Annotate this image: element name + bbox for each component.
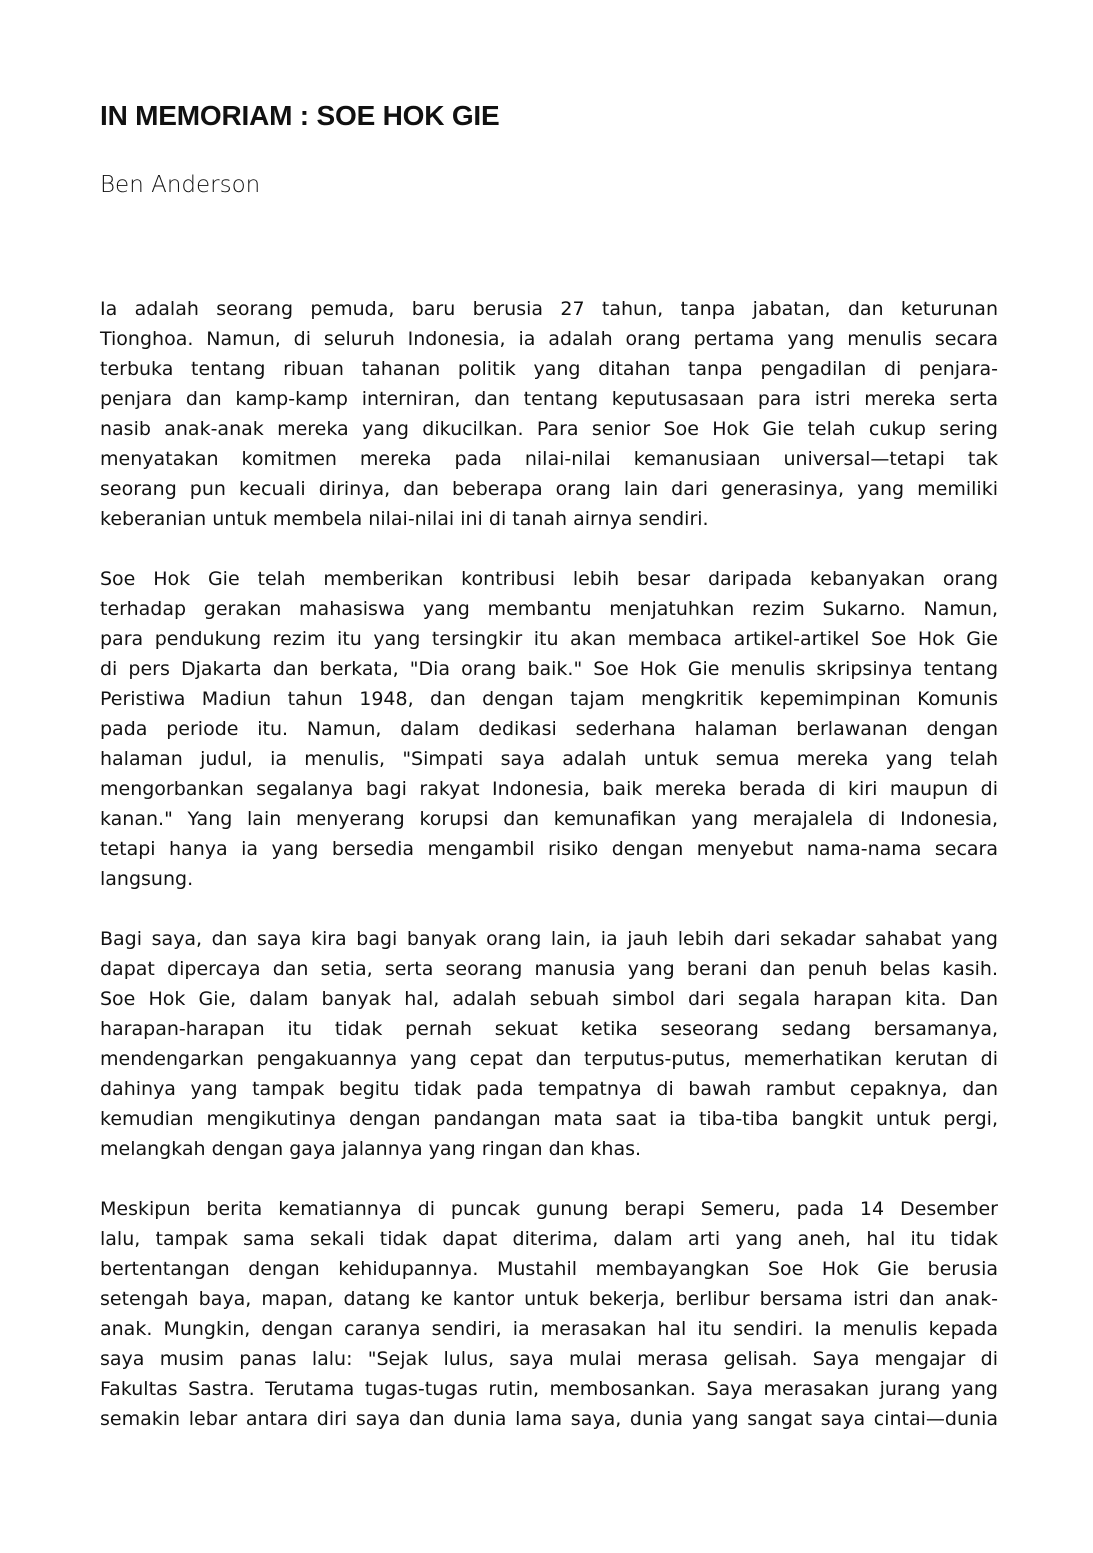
paragraph-line: Bagi saya, dan saya kira bagi banyak orang lain, ia jauh lebih dari sekadar sahabat yang (100, 928, 998, 950)
paragraph-line: mendengarkan pengakuannya yang cepat dan terputus-putus, memerhatikan kerutan di (100, 1048, 998, 1070)
paragraph-line: semakin lebar antara diri saya dan dunia lama saya, dunia yang sangat saya cintai—dunia (100, 1408, 998, 1430)
paragraph-line: kemudian mengikutinya dengan pandangan mata saat ia tiba-tiba bangkit untuk pergi, (100, 1108, 998, 1130)
paragraph-line: anak. Mungkin, dengan caranya sendiri, ia merasakan hal itu sendiri. Ia menulis kepada (100, 1318, 998, 1340)
paragraph-line: Meskipun berita kematiannya di puncak gunung berapi Semeru, pada 14 Desember (100, 1198, 998, 1220)
document-title: IN MEMORIAM : SOE HOK GIE (100, 100, 500, 131)
paragraph-line: penjara dan kamp-kamp interniran, dan tentang keputusasaan para istri mereka serta (100, 388, 998, 410)
paragraph-line: Peristiwa Madiun tahun 1948, dan dengan tajam mengkritik kepemimpinan Komunis (100, 688, 998, 710)
paragraph-line: bertentangan dengan kehidupannya. Mustahil membayangkan Soe Hok Gie berusia (100, 1258, 998, 1280)
paragraph-line: setengah baya, mapan, datang ke kantor untuk bekerja, berlibur bersama istri dan anak- (100, 1288, 998, 1310)
paragraph-line: kanan." Yang lain menyerang korupsi dan kemunafikan yang merajalela di Indonesia, (100, 808, 998, 830)
paragraph-line: tetapi hanya ia yang bersedia mengambil risiko dengan menyebut nama-nama secara (100, 838, 998, 860)
paragraph-line: keberanian untuk membela nilai-nilai ini di tanah airnya sendiri. (100, 508, 709, 530)
paragraph-line: Ia adalah seorang pemuda, baru berusia 27 tahun, tanpa jabatan, dan keturunan (100, 298, 998, 320)
paragraph-line: nasib anak-anak mereka yang dikucilkan. Para senior Soe Hok Gie telah cukup sering (100, 418, 998, 440)
paragraph-line: lalu, tampak sama sekali tidak dapat diterima, dalam arti yang aneh, hal itu tidak (100, 1228, 998, 1250)
paragraph-line: terhadap gerakan mahasiswa yang membantu menjatuhkan rezim Sukarno. Namun, (100, 598, 998, 620)
paragraph-line: dapat dipercaya dan setia, serta seorang manusia yang berani dan penuh belas kasih. (100, 958, 998, 980)
paragraph-line: di pers Djakarta dan berkata, "Dia orang baik." Soe Hok Gie menulis skripsinya tentang (100, 658, 998, 680)
paragraph-line: halaman judul, ia menulis, "Simpati saya adalah untuk semua mereka yang telah (100, 748, 998, 770)
paragraph-line: melangkah dengan gaya jalannya yang ringan dan khas. (100, 1138, 642, 1160)
paragraph-line: saya musim panas lalu: "Sejak lulus, saya mulai merasa gelisah. Saya mengajar di (100, 1348, 998, 1370)
paragraph-line: Soe Hok Gie, dalam banyak hal, adalah sebuah simbol dari segala harapan kita. Dan (100, 988, 998, 1010)
paragraph-line: Tionghoa. Namun, di seluruh Indonesia, ia adalah orang pertama yang menulis secara (100, 328, 998, 350)
paragraph-line: pada periode itu. Namun, dalam dedikasi sederhana halaman berlawanan dengan (100, 718, 998, 740)
paragraph (100, 294, 998, 534)
paragraph-line: mengorbankan segalanya bagi rakyat Indonesia, baik mereka berada di kiri maupun di (100, 778, 998, 800)
paragraph-line: Soe Hok Gie telah memberikan kontribusi lebih besar daripada kebanyakan orang (100, 568, 998, 590)
paragraph (100, 564, 998, 894)
author-name: Ben Anderson (100, 172, 261, 198)
paragraph (100, 924, 998, 1164)
paragraph-line: langsung. (100, 868, 194, 890)
paragraph (100, 1194, 998, 1434)
paragraph-line: seorang pun kecuali dirinya, dan beberapa orang lain dari generasinya, yang memiliki (100, 478, 998, 500)
paragraph-line: menyatakan komitmen mereka pada nilai-nilai kemanusiaan universal—tetapi tak (100, 448, 998, 470)
article-body (100, 294, 998, 1464)
paragraph-line: terbuka tentang ribuan tahanan politik yang ditahan tanpa pengadilan di penjara- (100, 358, 998, 380)
paragraph-line: harapan-harapan itu tidak pernah sekuat ketika seseorang sedang bersamanya, (100, 1018, 998, 1040)
paragraph-line: dahinya yang tampak begitu tidak pada tempatnya di bawah rambut cepaknya, dan (100, 1078, 998, 1100)
paragraph-line: Fakultas Sastra. Terutama tugas-tugas rutin, membosankan. Saya merasakan jurang yang (100, 1378, 998, 1400)
paragraph-line: para pendukung rezim itu yang tersingkir itu akan membaca artikel-artikel Soe Hok Gie (100, 628, 998, 650)
